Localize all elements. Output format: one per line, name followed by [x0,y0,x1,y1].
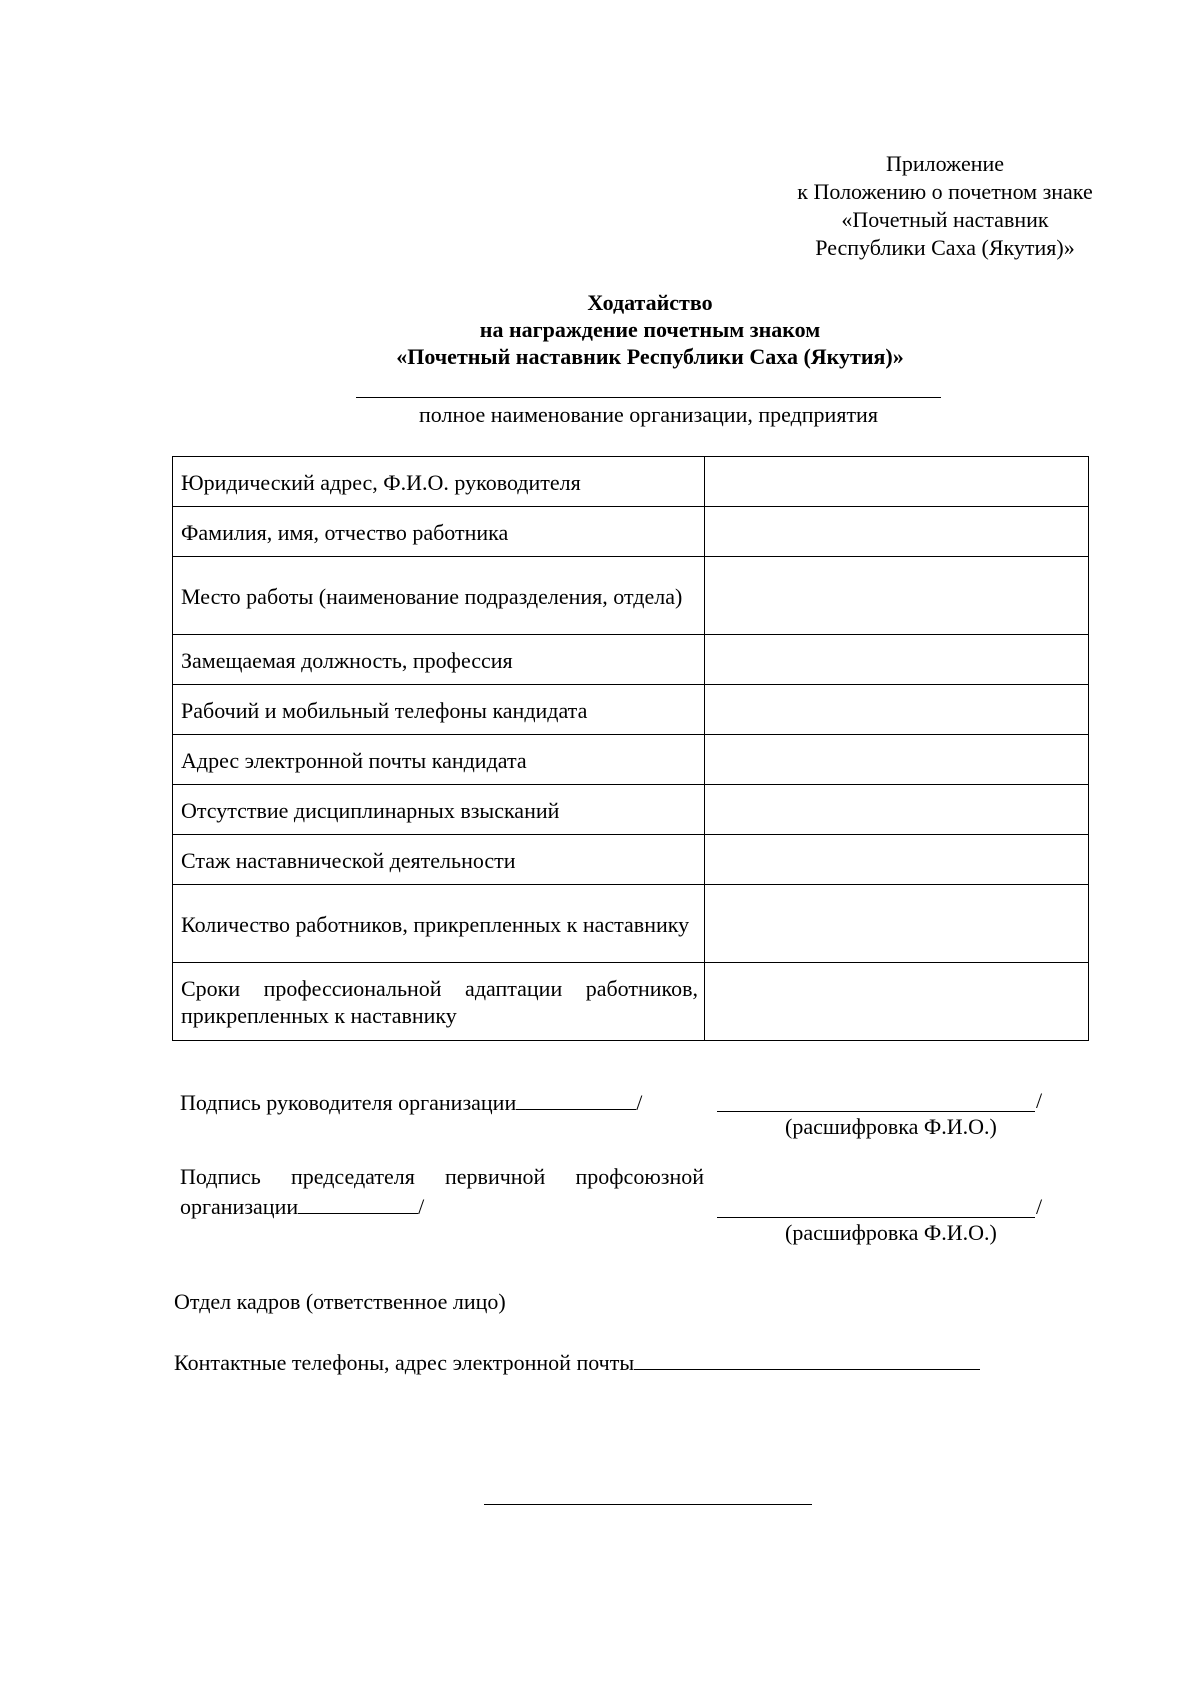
row-value-field[interactable] [705,635,1089,685]
row-label: Рабочий и мобильный телефоны кандидата [173,685,705,735]
signature-slash: / [418,1194,425,1219]
row-label: Отсутствие дисциплинарных взысканий [173,785,705,835]
union-decode-caption: (расшифровка Ф.И.О.) [785,1220,997,1245]
appendix-line: Республики Саха (Якутия)» [815,235,1075,260]
row-label: Замещаемая должность, профессия [173,635,705,685]
signature-slash: / [1036,1194,1043,1219]
title-line-2: на награждение почетным знаком [479,317,821,342]
table-row [173,685,1089,735]
row-label: Место работы (наименование подразделения, отдела) [173,557,705,635]
contacts-block [174,1347,980,1377]
union-name-decode-field[interactable] [717,1217,1035,1218]
union-signature-block [180,1163,704,1221]
head-name-decode-field[interactable] [717,1111,1035,1112]
row-value-field[interactable] [705,457,1089,507]
union-signature-label-1: Подпись председателя первичной профсоюзной [180,1164,704,1189]
head-signature-label: Подпись руководителя организации [180,1090,517,1115]
row-value-field[interactable] [705,507,1089,557]
row-value-field[interactable] [705,557,1089,635]
application-form-table [172,456,1089,1041]
row-label: Адрес электронной почты кандидата [173,735,705,785]
row-label: Стаж наставнической деятельности [173,835,705,885]
table-row [173,735,1089,785]
appendix-line: Приложение [885,151,1005,176]
contacts-field[interactable] [634,1347,980,1370]
title-line-3: «Почетный наставник Республики Саха (Якутия)» [396,344,904,369]
row-label: Юридический адрес, Ф.И.О. руководителя [173,457,705,507]
head-signature-block [180,1087,642,1117]
organization-name-field[interactable] [356,397,941,398]
table-row [173,963,1089,1041]
table-row [173,507,1089,557]
union-signature-label-2: организации [180,1194,299,1219]
table-row [173,785,1089,835]
bottom-separator-line [484,1504,812,1505]
appendix-line: к Положению о почетном знаке [797,179,1093,204]
signature-slash: / [1036,1088,1043,1113]
contacts-label: Контактные телефоны, адрес электронной почты [174,1350,635,1375]
signature-slash: / [636,1090,643,1115]
row-value-field[interactable] [705,885,1089,963]
table-row [173,835,1089,885]
organization-name-caption: полное наименование организации, предприятия [419,402,878,427]
row-value-field[interactable] [705,835,1089,885]
row-value-field[interactable] [705,685,1089,735]
appendix-header [770,150,1120,262]
union-signature-field[interactable] [298,1191,418,1214]
head-signature-field[interactable] [516,1087,636,1110]
table-row [173,635,1089,685]
hr-department-label: Отдел кадров (ответственное лицо) [174,1289,506,1314]
row-label: Сроки профессиональной адаптации работников, прикрепленных к наставнику [173,963,705,1041]
title-line-1: Ходатайство [587,290,713,315]
document-title [300,289,1000,370]
row-value-field[interactable] [705,735,1089,785]
appendix-line: «Почетный наставник [841,207,1049,232]
row-value-field[interactable] [705,785,1089,835]
table-row [173,457,1089,507]
row-label: Фамилия, имя, отчество работника [173,507,705,557]
table-row [173,557,1089,635]
row-value-field[interactable] [705,963,1089,1041]
table-row [173,885,1089,963]
head-decode-caption: (расшифровка Ф.И.О.) [785,1114,997,1139]
row-label: Количество работников, прикрепленных к наставнику [173,885,705,963]
